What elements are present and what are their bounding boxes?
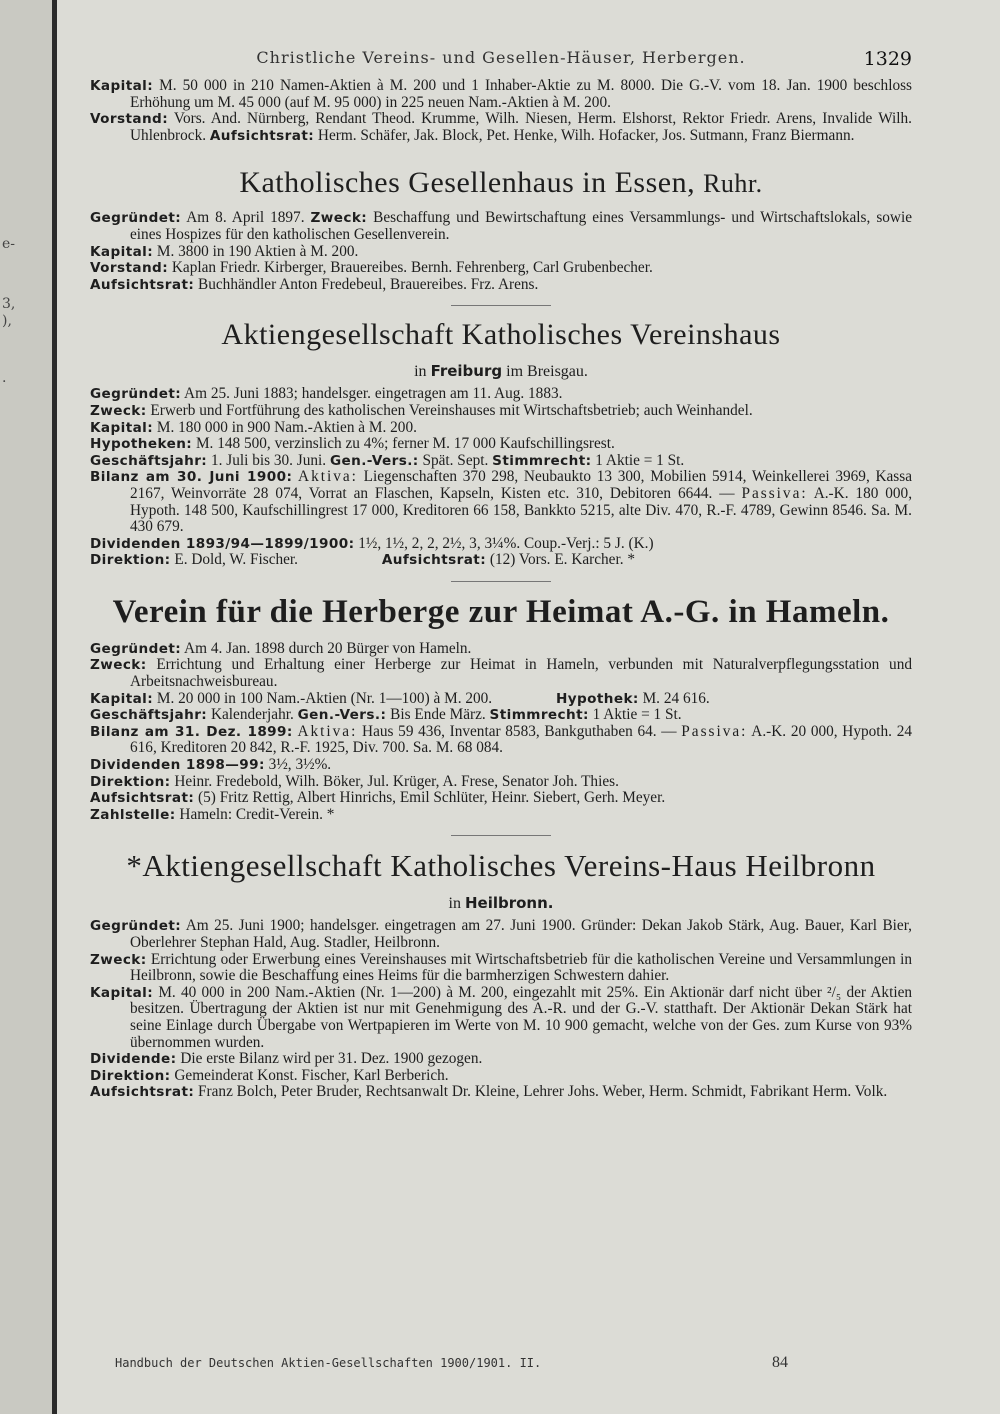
field-label: Aufsichtsrat: [90,1084,195,1101]
field-text: A.-K. 20 000, Hypoth. 24 616, Kreditoren 20 842, R.-F. 1925, Div. 700. Sa. M. 68 084. [130,722,912,757]
entry-line [90,1084,912,1101]
margin-mark: 3, [2,296,16,312]
binding-margin [0,0,57,1414]
margin-mark: ), [2,313,12,329]
field-text: M. 24 616. [642,689,710,707]
entry-line [90,1051,912,1068]
entry-line [90,985,912,1051]
field-text: 3½, 3½%. [268,756,332,774]
field-label: Direktion: [90,1067,171,1084]
field-label: Direktion: [90,552,171,569]
field-text: Franz Bolch, Peter Bruder, Rechtsanwalt Dr. Kleine, Lehrer Johs. Weber, Herm. Schmidt, Fabrikant Herm. Volk. [198,1083,888,1101]
entry-line [90,1068,912,1085]
field-text: Hameln: Credit-Verein. * [179,805,335,823]
margin-mark: e- [2,236,16,252]
running-header [90,48,912,78]
sub-rest: im Breisgau. [506,363,588,381]
entry-line [90,807,912,824]
field-label: Hypotheken: [90,436,193,453]
entry-line [90,244,912,261]
entry-line [90,691,912,708]
field-text: Bis Ende März. [390,706,486,724]
sub-city: Freiburg [430,362,503,381]
field-label: Geschäftsjahr: [90,707,208,724]
field-text: 1 Aktie = 1 St. [595,451,685,469]
field-label: Gen.-Vers.: [297,707,387,724]
section-heading: Verein für die Herberge zur Heimat A.-G. in Hameln. [112,593,890,630]
entry-line [90,260,912,277]
field-label: Dividenden 1893/94—1899/1900: [90,535,355,552]
entry-line [90,707,912,724]
field-label: Direktion: [90,773,171,790]
hameln-entry [90,594,912,837]
field-text: A.-K. 180 000, Hypoth. 148 500, Kaufschillingrest 17 000, Kreditoren 66 158, Bankkto 5215, alte Div. 470, R.-F. 4789, Gewinn 8546. Sa. M. 430 679. [130,484,913,536]
footer-text: Handbuch der Deutschen Aktien-Gesellschaften 1900/1901. II. [115,1356,542,1370]
field-label: Dividenden 1898—99: [90,757,265,774]
field-text: E. Dold, W. Fischer. [174,551,299,569]
field-label: Gegründet: [90,210,182,227]
section-heading: Aktiengesellschaft Katholisches Vereinshaus [221,318,781,352]
margin-mark: . [2,370,7,386]
field-label: Kapital: [90,78,154,94]
field-label: Zweck: [90,657,147,674]
entry-line [90,420,912,437]
field-label: Vorstand: [90,111,169,128]
field-text: Am 25. Juni 1900; handelsger. eingetragen am 27. Juni 1900. Gründer: Dekan Jakob Stärk, Aug. Bauer, Karl Bier, Oberlehrer Stephan Hald, Aug. Stadler, Heilbronn. [130,917,912,951]
field-text: Beschaffung und Bewirtschaftung eines Versammlungs- und Wirtschaftslokals, sowie eines Hospizes für den katholischen Gesellenverein. [130,209,913,243]
field-label: Vorstand: [90,260,169,277]
field-text: Kaplan Friedr. Kirberger, Brauereibes. Bernh. Fehrenberg, Carl Grubenbecher. [171,259,653,277]
entry-line [90,952,912,985]
field-text: M. 50 000 in 210 Namen-Aktien à M. 200 und 1 Inhaber-Aktie zu M. 8000. Die G.-V. vom 18. Jan. 1900 beschloss Erhöhung um M. 45 000 (auf M. 95 000) in 225 neuen Nam.-Aktien à M. 200. [130,77,912,111]
aktiva-label: Aktiva: [298,468,358,486]
field-text: Heinr. Fredebold, Wilh. Böker, Jul. Krüger, A. Frese, Senator Joh. Thies. [174,772,619,790]
field-text: Herm. Schäfer, Jak. Block, Pet. Henke, Wilh. Hofacker, Jos. Sutmann, Franz Biermann. [317,126,855,144]
entry-line [90,111,912,144]
field-text: Errichtung und Erhaltung einer Herberge zur Heimat in Hameln, verbunden mit Naturalverpflegungsstation und Arbeitsnachweisbureau. [130,656,912,691]
field-label: Aufsichtsrat: [381,552,487,569]
divider [451,581,551,582]
entry-line [90,790,912,807]
section-subheading [90,362,912,381]
section-heading: *Aktiengesellschaft Katholisches Vereins-Haus Heilbronn [126,848,876,884]
field-text: Vors. And. Nürnberg, Rendant Theod. Krumme, Wilh. Niesen, Herm. Elshorst, Rektor Friedr. Arens, Invalide Wilh. Uhlenbrock. [130,110,912,144]
field-label: Bilanz am 30. Juni 1900: [90,469,293,486]
field-text: (5) Fritz Rettig, Albert Hinrichs, Emil Schlüter, Heinr. Siebert, Gerh. Meyer. [198,789,666,807]
field-label: Gegründet: [90,640,182,657]
field-text: Am 25. Juni 1883; handelsger. eingetragen am 11. Aug. 1883. [184,385,563,403]
field-label: Aufsichtsrat: [90,276,195,293]
field-label: Aufsichtsrat: [209,127,315,144]
entry-line [90,757,912,774]
aktiva-label: Aktiva: [297,722,358,740]
entry-line [90,453,912,470]
field-text: Am 4. Jan. 1898 durch 20 Bürger von Hameln. [184,639,472,657]
page-body [90,48,912,1101]
field-text: Am 8. April 1897. [186,209,305,227]
field-text: Die erste Bilanz wird per 31. Dez. 1900 gezogen. [180,1050,483,1068]
field-label: Bilanz am 31. Dez. 1899: [90,723,293,740]
header-title: Christliche Vereins- und Gesellen-Häuser, Herbergen. [256,48,746,67]
page-footer [115,1356,815,1370]
field-label: Zweck: [90,951,147,968]
entry-line [90,386,912,403]
page-number: 1329 [863,48,912,70]
divider [451,305,551,306]
field-label: Dividende: [90,1051,177,1068]
section-heading [90,166,912,200]
entry-line [90,657,912,690]
field-label: Stimmrecht: [489,707,589,724]
heading-place: Ruhr. [703,169,763,199]
entry-line [90,210,912,243]
field-text: Gemeinderat Konst. Fischer, Karl Berberich. [174,1066,449,1084]
passiva-label: Passiva: [741,484,808,502]
field-text: Buchhändler Anton Fredebeul, Brauereibes. Frz. Arens. [198,275,539,293]
field-text: Liegenschaften 370 298, Neubaukto 13 300, Mobilien 5914, Weinkellerei 3969, Kassa 2167, Weinvorräte 28 074, Vorrat an Flaschen, Kapseln, Kisten etc. 310, Debitoren 6644. — [130,468,913,502]
field-text: Errichtung oder Erwerbung eines Vereinshauses mit Wirtschaftsbetrieb für die katholischen Vereine und Versammlungen in Heilbronn, sowie die Beschaffung eines Heims für die barmherzigen Schwestern dahier. [130,950,912,985]
entry-line [90,403,912,420]
heading-text: Katholisches Gesellenhaus in Essen, [239,166,696,200]
entry-line [90,918,912,951]
field-text: M. 180 000 in 900 Nam.-Aktien à M. 200. [156,418,417,436]
field-label: Gegründet: [90,386,182,403]
heilbronn-entry [90,848,912,1101]
sub-city: Heilbronn. [464,894,554,913]
entry-line [90,641,912,658]
field-text: M. 20 000 in 100 Nam.-Aktien (Nr. 1—100) à M. 200. [156,689,493,707]
field-label: Zweck: [310,210,368,227]
field-text: M. 40 000 in 200 Nam.-Aktien (Nr. 1—200) à M. 200, eingezahlt mit 25%. Ein Aktionär darf nicht über ²/₅ der Aktien besitzen. Übertragung der Aktien ist nur mit Genehmigung des A.-R. und der G.-V. statthaft. Der Aktionär Dekan Stärk hat seine Einlage durch Übergabe von Wertpapieren im Werte von M. 10 900 gemacht, welche von der Ges. zum Kurse von 93% übernommen wurden. [130,983,913,1051]
entry-line [90,724,912,757]
field-label: Geschäftsjahr: [90,452,208,469]
field-label: Stimmrecht: [492,452,592,469]
field-text: 1 Aktie = 1 St. [592,706,682,724]
essen-entry [90,166,912,306]
freiburg-entry [90,318,912,582]
entry-line [90,774,912,791]
field-label: Kapital: [90,984,154,1001]
divider [451,835,551,836]
field-label: Kapital: [90,419,154,436]
entry-line [90,536,912,553]
field-text: Erwerb und Fortführung des katholischen Vereinshauses mit Wirtschaftsbetrieb; auch Weinhandel. [150,401,753,419]
entry-line [90,436,912,453]
field-text: Spät. Sept. [422,451,489,469]
entry-line [90,469,912,535]
intro-entry [90,78,912,144]
field-text: 1. Juli bis 30. Juni. [210,451,327,469]
entry-line [90,277,912,294]
field-text: M. 148 500, verzinslich zu 4%; ferner M. 17 000 Kaufschillingsrest. [195,435,615,453]
field-label: Hypothek: [555,690,639,707]
field-label: Zweck: [90,402,147,419]
field-text: M. 3800 in 190 Aktien à M. 200. [156,242,359,260]
sub-in: in [414,363,427,381]
footer-page-number: 84 [772,1354,788,1371]
section-subheading [90,894,912,913]
field-label: Gen.-Vers.: [329,452,419,469]
field-label: Kapital: [90,690,154,707]
field-text: Haus 59 436, Inventar 8583, Bankguthaben 64. — [362,722,677,740]
field-label: Zahlstelle: [90,806,176,823]
entry-line [90,78,912,111]
field-label: Gegründet: [90,918,182,935]
entry-line [90,552,912,569]
field-text: (12) Vors. E. Karcher. * [489,551,636,569]
sub-in: in [448,895,461,913]
field-text: Kalenderjahr. [210,706,294,724]
field-text: 1½, 1½, 2, 2, 2½, 3, 3¼%. Coup.-Verj.: 5 J. (K.) [358,534,654,552]
passiva-label: Passiva: [681,722,748,740]
field-label: Aufsichtsrat: [90,790,195,807]
field-label: Kapital: [90,243,154,260]
